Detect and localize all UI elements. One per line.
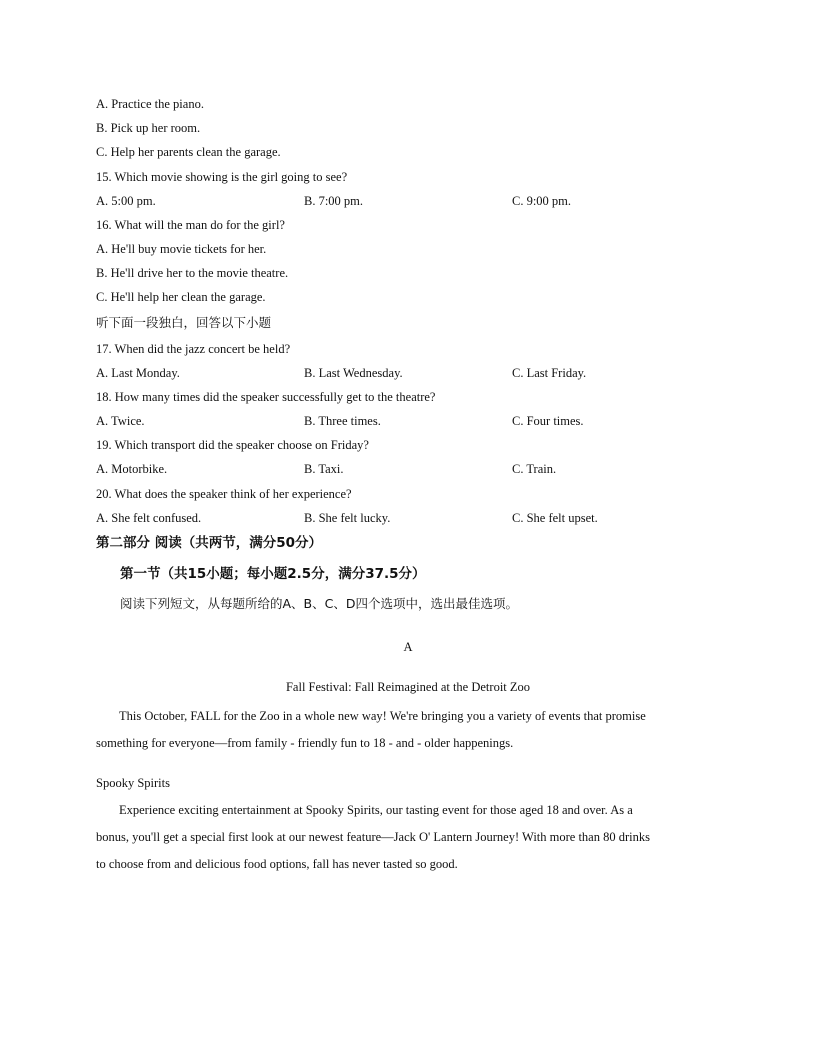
passage-intro-line: something for everyone—from family - friendly fun to 18 - and - older happenings. (96, 736, 514, 750)
passage-intro (96, 703, 720, 757)
passage-label: A (403, 640, 413, 654)
passage-body-line: to choose from and delicious food options, fall has never tasted so good. (96, 857, 458, 871)
part2-heading: 第二部分 阅读（共两节，满分50分） (96, 535, 322, 551)
q15-option-c: C. 9:00 pm. (512, 194, 572, 208)
q18-option-a: A. Twice. (96, 414, 145, 428)
q19-option-c: C. Train. (512, 462, 557, 476)
passage-body-line: Experience exciting entertainment at Spooky Spirits, our tasting event for those aged 18 and over. As a (119, 803, 633, 817)
section-subheading: Spooky Spirits (96, 776, 170, 790)
monologue-instruction: 听下面一段独白，回答以下小题 (96, 315, 272, 330)
q17-option-a: A. Last Monday. (96, 366, 180, 380)
q16-option-c: C. He'll help her clean the garage. (96, 290, 266, 304)
q18-option-c: C. Four times. (512, 414, 584, 428)
q18-question: 18. How many times did the speaker successfully get to the theatre? (96, 390, 436, 404)
passage-body-line: bonus, you'll get a special first look at our newest feature—Jack O' Lantern Journey! With more than 80 drinks (96, 830, 650, 844)
q14-option-a: A. Practice the piano. (96, 97, 204, 111)
q19-option-b: B. Taxi. (304, 462, 344, 476)
q17-option-b: B. Last Wednesday. (304, 366, 403, 380)
q20-option-a: A. She felt confused. (96, 511, 202, 525)
reading-instruction: 阅读下列短文，从每题所给的A、B、C、D四个选项中，选出最佳选项。 (120, 596, 518, 611)
q20-question: 20. What does the speaker think of her experience? (96, 487, 352, 501)
q15-question: 15. Which movie showing is the girl going to see? (96, 170, 348, 184)
q17-question: 17. When did the jazz concert be held? (96, 342, 291, 356)
passage-title: Fall Festival: Fall Reimagined at the Detroit Zoo (285, 680, 531, 694)
section1-heading: 第一节（共15小题；每小题2.5分，满分37.5分） (120, 566, 426, 582)
q15-option-b: B. 7:00 pm. (304, 194, 364, 208)
q20-option-b: B. She felt lucky. (304, 511, 391, 525)
q18-option-b: B. Three times. (304, 414, 381, 428)
q19-option-a: A. Motorbike. (96, 462, 168, 476)
q16-question: 16. What will the man do for the girl? (96, 218, 285, 232)
q19-question: 19. Which transport did the speaker choose on Friday? (96, 438, 369, 452)
q14-option-b: B. Pick up her room. (96, 121, 201, 135)
q14-option-c: C. Help her parents clean the garage. (96, 145, 281, 159)
q17-option-c: C. Last Friday. (512, 366, 587, 380)
passage-body (96, 797, 720, 878)
q20-option-c: C. She felt upset. (512, 511, 598, 525)
q16-option-a: A. He'll buy movie tickets for her. (96, 242, 267, 256)
q15-option-a: A. 5:00 pm. (96, 194, 156, 208)
passage-intro-line: This October, FALL for the Zoo in a whole new way! We're bringing you a variety of events that promise (119, 709, 646, 723)
q16-option-b: B. He'll drive her to the movie theatre. (96, 266, 289, 280)
